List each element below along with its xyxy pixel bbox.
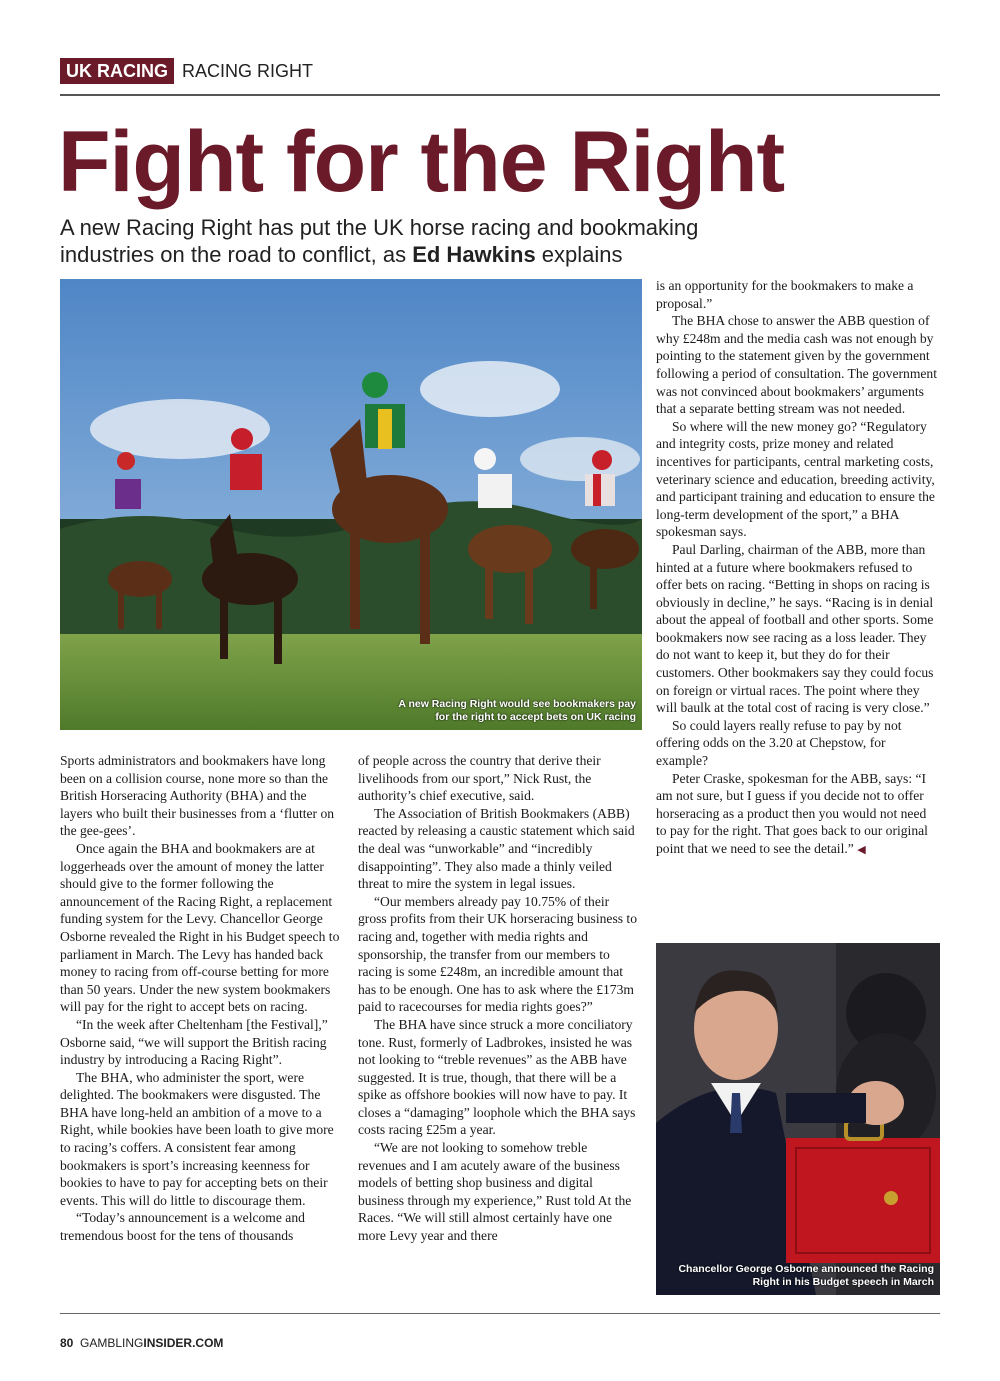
- paragraph: “Today’s announcement is a welcome and tremendous boost for the tens of thousands: [60, 1210, 305, 1244]
- paragraph: is an opportunity for the bookmakers to make a proposal.”: [656, 278, 914, 311]
- paragraph: The Association of British Bookmakers (ABB) reacted by releasing a caustic statement which said the deal was “unworkable” and “incredibly disappointing”. They also made a thinly veiled threat to mire the system in legal issues.: [358, 805, 635, 892]
- paragraph: “We are not looking to somehow treble revenues and I am acutely aware of the business models of betting shop business and digital business through my experience,” Rust told At the Races. “We will still almost certainly have one more Levy year and there: [358, 1140, 632, 1244]
- section-tag: UK RACING: [60, 58, 174, 84]
- article-column-3: [656, 277, 940, 860]
- chancellor-red-box-photo-icon: [656, 943, 940, 1295]
- paragraph: of people across the country that derive their livelihoods from our sport,” Nick Rust, the authority’s chief executive, said.: [358, 753, 601, 804]
- paragraph: Once again the BHA and bookmakers are at loggerheads over the amount of money the latter should give to the former following the announcement of the Racing Right, a replacement funding system for the Levy. Chancellor George Osborne revealed the Right in his Budget speech to parliament in March. The Levy has handed back money to racing from off-course betting for more than 50 years. Under the new system bookmakers will pay for the right to accept bets on racing.: [60, 840, 340, 1015]
- paragraph-text: Peter Craske, spokesman for the ABB, says: “I am not sure, but I guess if you decide not to offer horseracing as a product then you would not need to pay for the right. That goes back to our original point that we need to see the detail.”: [656, 770, 928, 856]
- section-name: RACING RIGHT: [182, 60, 314, 81]
- headline: Fight for the Right: [58, 114, 785, 210]
- article-column-1: [60, 752, 340, 1245]
- osborne-photo: [656, 943, 940, 1295]
- paragraph: [656, 770, 940, 860]
- page-number: 80: [60, 1336, 74, 1350]
- paragraph: The BHA, who administer the sport, were delighted. The bookmakers were disgusted. The BHA have long-held an ambition of a move to a Right, while bookies have been loath to give more to racing’s coffers. A consistent fear among bookmakers is sport’s increasing keenness for bookies to have to pay for accepting bets on their events. This will do little to discourage them.: [60, 1069, 334, 1208]
- standfirst-text: A new Racing Right has put the UK horse racing and bookmaking industries on the road to conflict, as: [60, 215, 699, 267]
- end-mark-icon: ◀: [857, 844, 866, 856]
- page-footer: [60, 1336, 223, 1350]
- paragraph: Paul Darling, chairman of the ABB, more than hinted at a future where bookmakers refused to offer bets on racing. “Betting in shops on racing is obviously in decline,” he says. “Racing is in denial about the appeal of football and other sports. Some bookmakers now see racing as a loss leader. They do not want to keep it, but they do for their customers. Other bookmakers say they could focus on foreign or virtual races. The point where they will baulk at the total cost of racing is very close.”: [656, 541, 934, 716]
- paragraph: Sports administrators and bookmakers have long been on a collision course, none more so than the British Horseracing Authority (BHA) and the layers who built their businesses from a ‘flutter on the gee-gees’.: [60, 753, 335, 839]
- bottom-rule: [60, 1313, 940, 1314]
- site-name-bold: INSIDER.COM: [143, 1336, 224, 1350]
- paragraph: “In the week after Cheltenham [the Festival],” Osborne said, “we will support the British racing industry by introducing a Racing Right”.: [60, 1016, 328, 1068]
- paragraph: “Our members already pay 10.75% of their gross profits from their UK horseracing business to racing and, together with media rights and sponsorship, the transfer from our members to racing is some £248m, an incredible amount that has to be enough. One has to ask where the £173m paid to racecourses for media rights goes?”: [358, 893, 638, 1015]
- main-photo-caption: A new Racing Right would see bookmakers pay for the right to accept bets on UK racing: [398, 698, 636, 723]
- osborne-photo-caption: Chancellor George Osborne announced the Racing Right in his Budget speech in March: [678, 1263, 934, 1288]
- paragraph: So where will the new money go? “Regulatory and integrity costs, prize money and related incentives for participants, central marketing costs, veterinary science and education, breeding activity, and participant training and education to ensure the long-term development of the sport,” a BHA spokesman says.: [656, 418, 935, 540]
- section-header: [60, 58, 313, 84]
- author-name: Ed Hawkins: [412, 242, 536, 267]
- paragraph: So could layers really refuse to pay by not offering odds on the 3.20 at Chepstow, for example?: [656, 717, 902, 769]
- main-photo: [60, 279, 642, 730]
- standfirst: [60, 214, 780, 268]
- article-column-2: [358, 752, 638, 1245]
- top-rule: [60, 94, 940, 96]
- paragraph: The BHA have since struck a more conciliatory tone. Rust, formerly of Ladbrokes, insisted he was not looking to “treble revenues” as the ABB have suggested. It is true, though, that there will be a spike as offshore bookies will now have to pay. It closes a “damaging” loophole which the BHA says costs racing £25m a year.: [358, 1016, 636, 1138]
- site-name-light: GAMBLING: [80, 1336, 144, 1350]
- horse-race-photo-icon: [60, 279, 642, 730]
- paragraph: The BHA chose to answer the ABB question of why £248m and the media cash was not enough by pointing to the statement given by the government following a period of consultation. The government was not convinced about bookmakers’ arguments that a separate betting stream was not needed.: [656, 313, 938, 417]
- standfirst-end: explains: [535, 242, 623, 267]
